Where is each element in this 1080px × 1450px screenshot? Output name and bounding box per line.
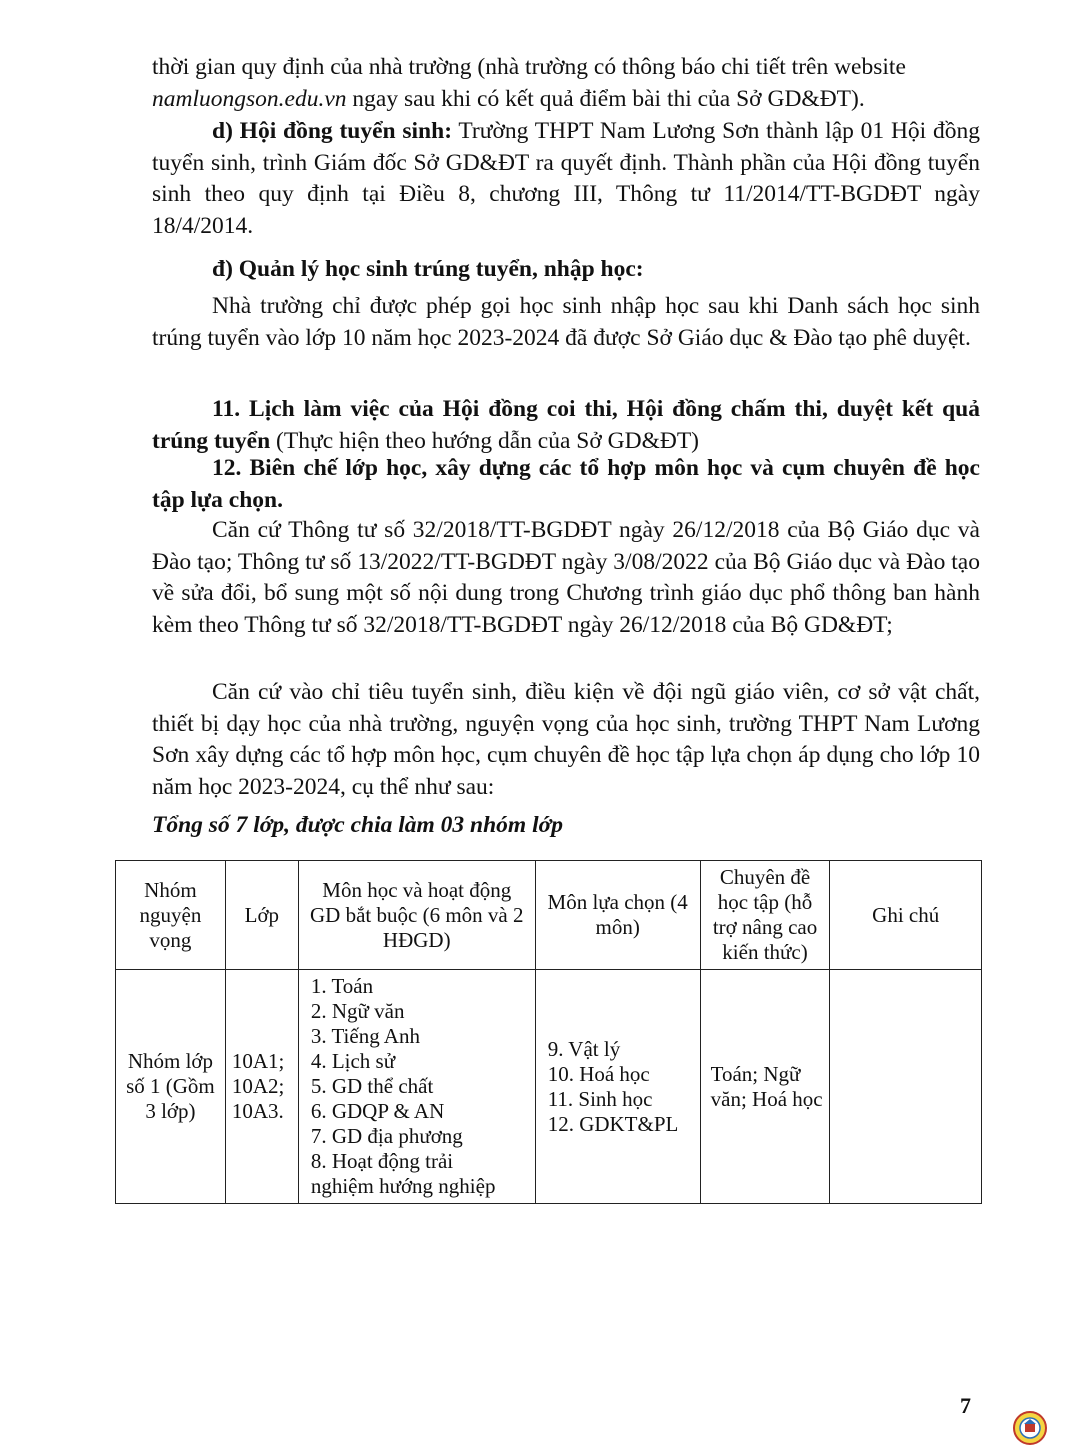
row1-classes	[225, 970, 298, 1204]
website-link[interactable]: namluongson.edu.vn	[152, 85, 347, 112]
elective-item: 12. GDKT&PL	[547, 1111, 679, 1136]
row1-group: Nhóm lớp số 1 (Gồm 3 lớp)	[116, 970, 226, 1204]
class-groups-table	[115, 860, 982, 1204]
row1-topics: Toán; Ngữ văn; Hoá học	[700, 970, 830, 1204]
header-topics: Chuyên đề học tập (hỗ trợ nâng cao kiến thức)	[700, 861, 830, 970]
required-item: nghiệm hướng nghiệp	[310, 1174, 496, 1198]
section-11-text: (Thực hiện theo hướng dẫn của Sở GD&ĐT)	[270, 427, 700, 454]
section-dd-heading: đ) Quản lý học sinh trúng tuyển, nhập học:	[212, 256, 644, 282]
row1-note	[830, 970, 982, 1204]
table-row	[116, 970, 982, 1204]
header-group: Nhóm nguyện vọng	[116, 861, 226, 970]
required-item: 1. Toán	[310, 974, 374, 998]
header-elective: Môn lựa chọn (4 môn)	[535, 861, 700, 970]
required-item: 3. Tiếng Anh	[310, 1024, 420, 1048]
header-class: Lớp	[225, 861, 298, 970]
table-header-row	[116, 861, 982, 970]
section-d-paragraph	[152, 116, 980, 242]
intro-paragraph	[152, 52, 980, 115]
required-item: 6. GDQP & AN	[310, 1099, 445, 1123]
row1-class-item: 10A2;	[231, 1074, 285, 1098]
intro-line1: thời gian quy định của nhà trường (nhà trường có thông báo chi tiết trên website	[152, 54, 906, 80]
required-item: 8. Hoạt động trải	[310, 1149, 454, 1173]
row1-elective	[535, 970, 700, 1204]
row1-class-item: 10A1;	[231, 1049, 285, 1073]
section-12-para2: Căn cứ vào chỉ tiêu tuyển sinh, điều kiện về đội ngũ giáo viên, cơ sở vật chất, thiết bị dạy học của nhà trường, nguyện vọng của học sinh, trường THPT Nam Lương Sơn xây dựng các tổ hợp môn học, cụm chuyên đề học tập lựa chọn áp dụng cho lớp 10 năm học 2023-2024, cụ thể như sau:	[152, 679, 980, 800]
section-d-text: Trường THPT Nam Lương Sơn thành lập 01 Hội đồng tuyển sinh, trình Giám đốc Sở GD&ĐT ra quyết định. Thành phần của Hội đồng tuyển sinh theo quy định tại Điều 8, chương III, Thông tư 11/2014/TT-BGDĐT ngày 18/4/2014.	[152, 118, 980, 239]
summary-line	[152, 810, 980, 842]
required-item: 7. GD địa phương	[310, 1124, 463, 1148]
required-item: 4. Lịch sử	[310, 1049, 396, 1073]
section-11-heading: 11. Lịch làm việc của Hội đồng coi thi, Hội đồng chấm thi, duyệt kết quả trúng tuyển	[152, 396, 980, 454]
header-required: Môn học và hoạt động GD bắt buộc (6 môn và 2 HĐGD)	[298, 861, 535, 970]
required-item: 5. GD thể chất	[310, 1074, 434, 1098]
summary-text: Tổng số 7 lớp, được chia làm 03 nhóm lớp	[152, 812, 563, 838]
required-item: 2. Ngữ văn	[310, 999, 405, 1023]
row1-class-item: 10A3.	[231, 1099, 284, 1123]
section-dd-heading-paragraph	[152, 254, 980, 286]
page-number: 7	[960, 1393, 971, 1418]
section-12-para1: Căn cứ Thông tư số 32/2018/TT-BGDĐT ngày 26/12/2018 của Bộ Giáo dục và Đào tạo; Thông tư số 13/2022/TT-BGDĐT ngày 3/08/2022 của Bộ Giáo dục và Đào tạo về sửa đổi, bổ sung một số nội dung trong Chương trình giáo dục phổ thông ban hành kèm theo Thông tư số 32/2018/TT-BGDĐT ngày 26/12/2018 của Bộ GD&ĐT;	[152, 517, 980, 638]
elective-item: 9. Vật lý	[547, 1036, 621, 1061]
section-dd-text: Nhà trường chỉ được phép gọi học sinh nhập học sau khi Danh sách học sinh trúng tuyển vào lớp 10 năm học 2023-2024 đã được Sở Giáo dục & Đào tạo phê duyệt.	[152, 293, 980, 351]
elective-item: 11. Sinh học	[547, 1086, 653, 1111]
section-d-heading: d) Hội đồng tuyển sinh:	[212, 118, 453, 144]
section-12-heading	[152, 453, 980, 516]
section-11-paragraph	[152, 394, 980, 457]
row1-required	[298, 970, 535, 1204]
section-12-heading-text: 12. Biên chế lớp học, xây dựng các tổ hợp môn học và cụm chuyên đề học tập lựa chọn.	[152, 455, 980, 513]
school-logo-icon	[1012, 1410, 1048, 1446]
header-note: Ghi chú	[830, 861, 982, 970]
intro-line2: ngay sau khi có kết quả điểm bài thi của Sở GD&ĐT).	[346, 85, 865, 112]
elective-item: 10. Hoá học	[547, 1061, 650, 1086]
